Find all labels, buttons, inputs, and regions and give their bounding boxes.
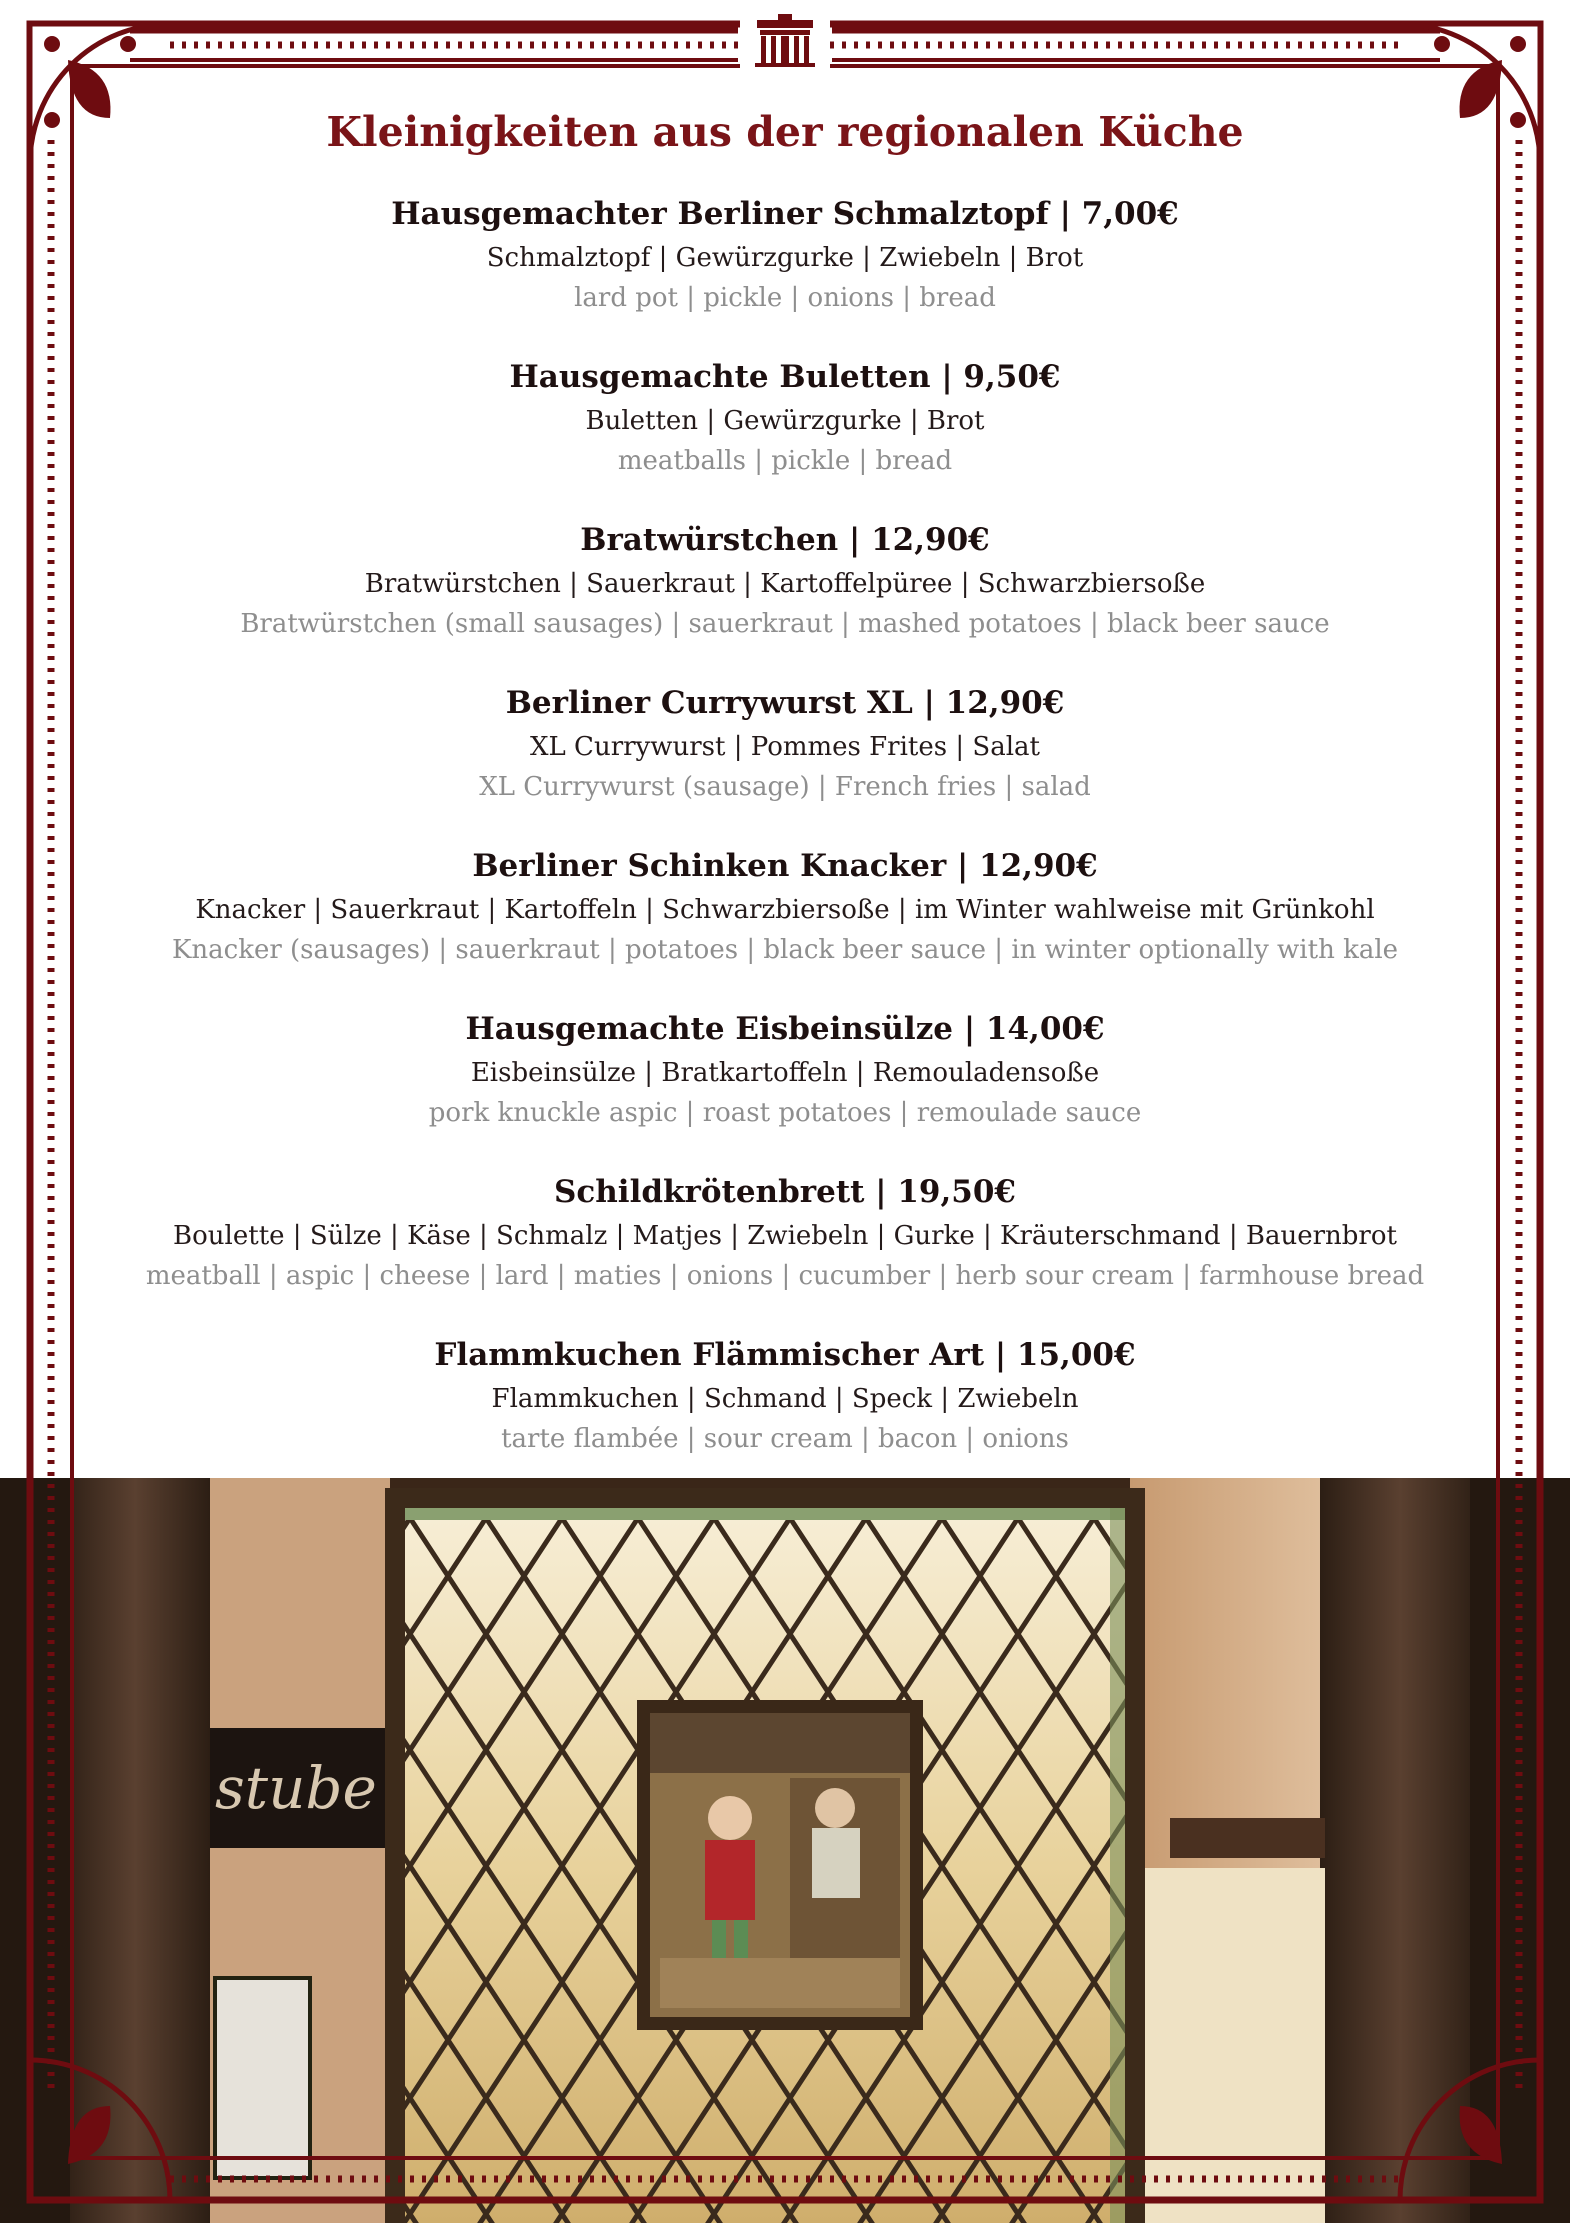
menu-item-name: Berliner Schinken Knacker | 12,90€: [472, 848, 1098, 884]
menu-list: [120, 190, 1450, 1494]
restaurant-photo: [0, 1478, 1570, 2223]
menu-item: [120, 353, 1450, 516]
menu-item-german: Bratwürstchen | Sauerkraut | Kartoffelpüree | Schwarzbiersoße: [364, 569, 1206, 599]
menu-item-english: lard pot | pickle | onions | bread: [574, 283, 996, 313]
menu-item-english: tarte flambée | sour cream | bacon | onions: [501, 1424, 1069, 1454]
menu-item: [120, 1005, 1450, 1168]
menu-item: [120, 842, 1450, 1005]
menu-content: [120, 96, 1450, 1494]
menu-item-name: Hausgemachte Buletten | 9,50€: [509, 359, 1061, 395]
menu-item-name: Flammkuchen Flämmischer Art | 15,00€: [434, 1337, 1136, 1373]
menu-item: [120, 190, 1450, 353]
stube-sign: stube: [215, 1754, 377, 1822]
section-title: Kleinigkeiten aus der regionalen Küche: [326, 108, 1244, 156]
menu-item-english: meatball | aspic | cheese | lard | maties | onions | cucumber | herb sour cream | farmhouse bread: [145, 1261, 1425, 1291]
menu-item: [120, 1168, 1450, 1331]
menu-item-name: Berliner Currywurst XL | 12,90€: [505, 685, 1065, 721]
menu-item: [120, 516, 1450, 679]
menu-item: [120, 679, 1450, 842]
menu-item-german: Boulette | Sülze | Käse | Schmalz | Matjes | Zwiebeln | Gurke | Kräuterschmand | Bauernbrot: [173, 1221, 1397, 1251]
menu-item-name: Schildkrötenbrett | 19,50€: [554, 1174, 1016, 1210]
menu-item-english: meatballs | pickle | bread: [617, 446, 953, 476]
brandenburg-gate-icon: [755, 14, 815, 67]
menu-item-name: Hausgemachter Berliner Schmalztopf | 7,00€: [391, 196, 1179, 232]
menu-item-german: Knacker | Sauerkraut | Kartoffeln | Schwarzbiersoße | im Winter wahlweise mit Grünkohl: [195, 895, 1375, 925]
menu-item-german: XL Currywurst | Pommes Frites | Salat: [530, 732, 1040, 762]
menu-item-english: pork knuckle aspic | roast potatoes | remoulade sauce: [428, 1098, 1142, 1128]
menu-item-name: Bratwürstchen | 12,90€: [580, 522, 990, 558]
menu-item-english: Knacker (sausages) | sauerkraut | potatoes | black beer sauce | in winter optionally with kale: [171, 935, 1399, 965]
menu-item-german: Buletten | Gewürzgurke | Brot: [585, 406, 985, 436]
menu-item-english: Bratwürstchen (small sausages) | sauerkraut | mashed potatoes | black beer sauce: [240, 609, 1330, 639]
menu-item-name: Hausgemachte Eisbeinsülze | 14,00€: [465, 1011, 1105, 1047]
menu-item: [120, 1331, 1450, 1494]
menu-item-english: XL Currywurst (sausage) | French fries | salad: [479, 772, 1091, 802]
menu-item-german: Eisbeinsülze | Bratkartoffeln | Remouladensoße: [470, 1058, 1100, 1088]
menu-item-german: Flammkuchen | Schmand | Speck | Zwiebeln: [491, 1384, 1079, 1414]
menu-item-german: Schmalztopf | Gewürzgurke | Zwiebeln | Brot: [486, 243, 1084, 273]
